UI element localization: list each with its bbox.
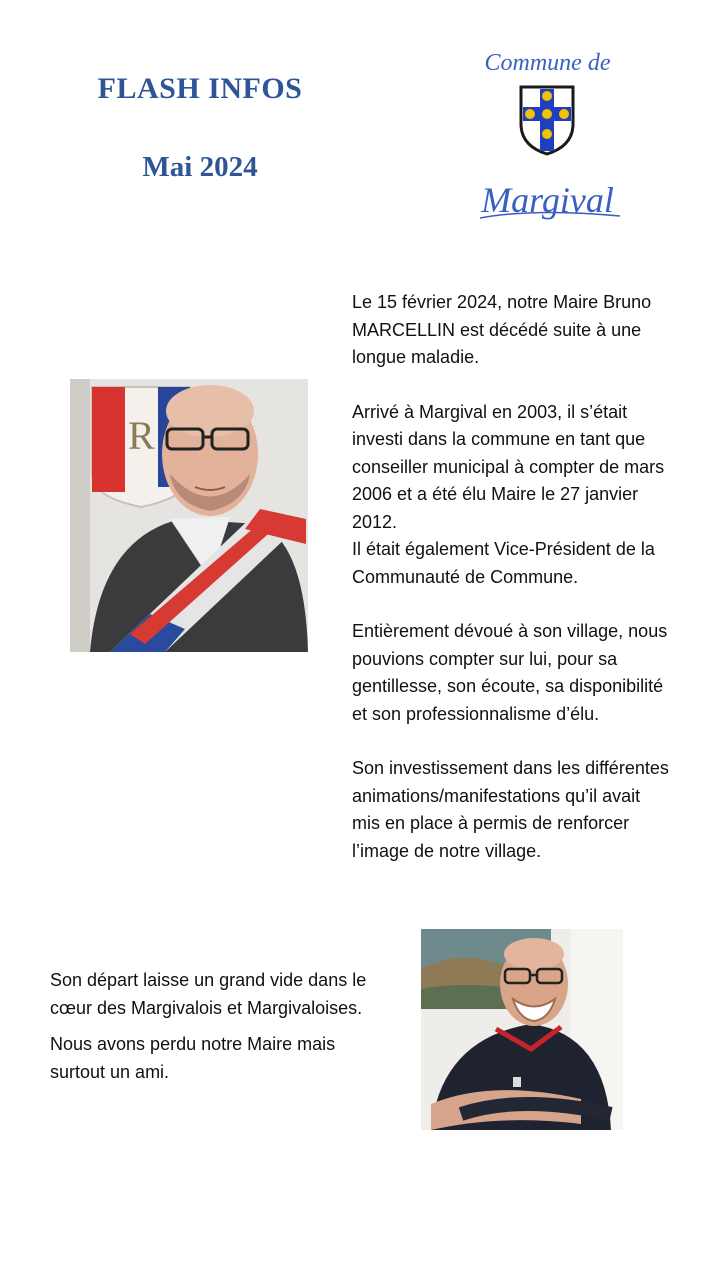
text-line: Son départ laisse un grand vide dans le bbox=[50, 970, 367, 990]
closing-text bbox=[50, 967, 400, 1086]
logo-line-1: Commune de bbox=[484, 50, 611, 76]
text-line: pouvions compter sur lui, pour sa bbox=[352, 648, 618, 669]
text-line: surtout un ami. bbox=[50, 1061, 170, 1082]
commune-logo bbox=[465, 50, 630, 220]
paragraph bbox=[352, 755, 707, 865]
paragraph bbox=[352, 618, 707, 728]
text-line: l’image de notre village. bbox=[352, 840, 542, 861]
text-line: cœur des Margivalois et Margivaloises. bbox=[50, 997, 363, 1018]
newsletter-title: FLASH INFOS bbox=[97, 72, 303, 105]
text-line: MARCELLIN est décédé suite à une bbox=[352, 319, 642, 340]
text-line: 2006 et a été élu Maire le 27 janvier bbox=[352, 484, 639, 504]
paragraph-gap bbox=[352, 728, 707, 755]
text-line: Entièrement dévoué à son village, nous bbox=[352, 621, 668, 641]
svg-text:R: R bbox=[128, 413, 155, 458]
mayor-photo-smiling bbox=[421, 929, 623, 1130]
paragraph bbox=[352, 399, 707, 592]
text-line: investi dans la commune en tant que bbox=[352, 429, 646, 449]
text-line: Communauté de Commune. bbox=[352, 566, 579, 587]
paragraph bbox=[50, 967, 400, 1022]
text-line: Arrivé à Margival en 2003, il s’était bbox=[352, 401, 628, 422]
text-line: gentillesse, son écoute, sa disponibilité bbox=[352, 676, 664, 696]
text-line: 2012. bbox=[352, 511, 398, 532]
text-line: longue maladie. bbox=[352, 347, 480, 367]
text-line: mis en place à permis de renforcer bbox=[352, 813, 630, 833]
paragraph-gap bbox=[352, 591, 707, 618]
paragraph bbox=[50, 1031, 400, 1086]
mayor-photo-with-sash bbox=[70, 379, 308, 652]
logo-swash-icon bbox=[475, 210, 625, 222]
text-line: Il était également Vice-Président de la bbox=[352, 539, 655, 559]
newsletter-date: Mai 2024 bbox=[142, 151, 258, 183]
text-line: Nous avons perdu notre Maire mais bbox=[50, 1034, 336, 1054]
text-line: et son professionnalisme d’élu. bbox=[352, 703, 600, 724]
logo-line-2: Margival bbox=[481, 180, 614, 220]
text-line: Le 15 février 2024, notre Maire Bruno bbox=[352, 292, 652, 312]
tribute-text bbox=[352, 289, 707, 865]
paragraph bbox=[352, 289, 707, 372]
text-line: animations/manifestations qu’il avait bbox=[352, 785, 641, 806]
text-line: conseiller municipal à compter de mars bbox=[352, 456, 665, 477]
coat-of-arms-icon bbox=[518, 84, 576, 156]
paragraph-gap bbox=[352, 372, 707, 399]
text-line: Son investissement dans les différentes bbox=[352, 758, 669, 778]
